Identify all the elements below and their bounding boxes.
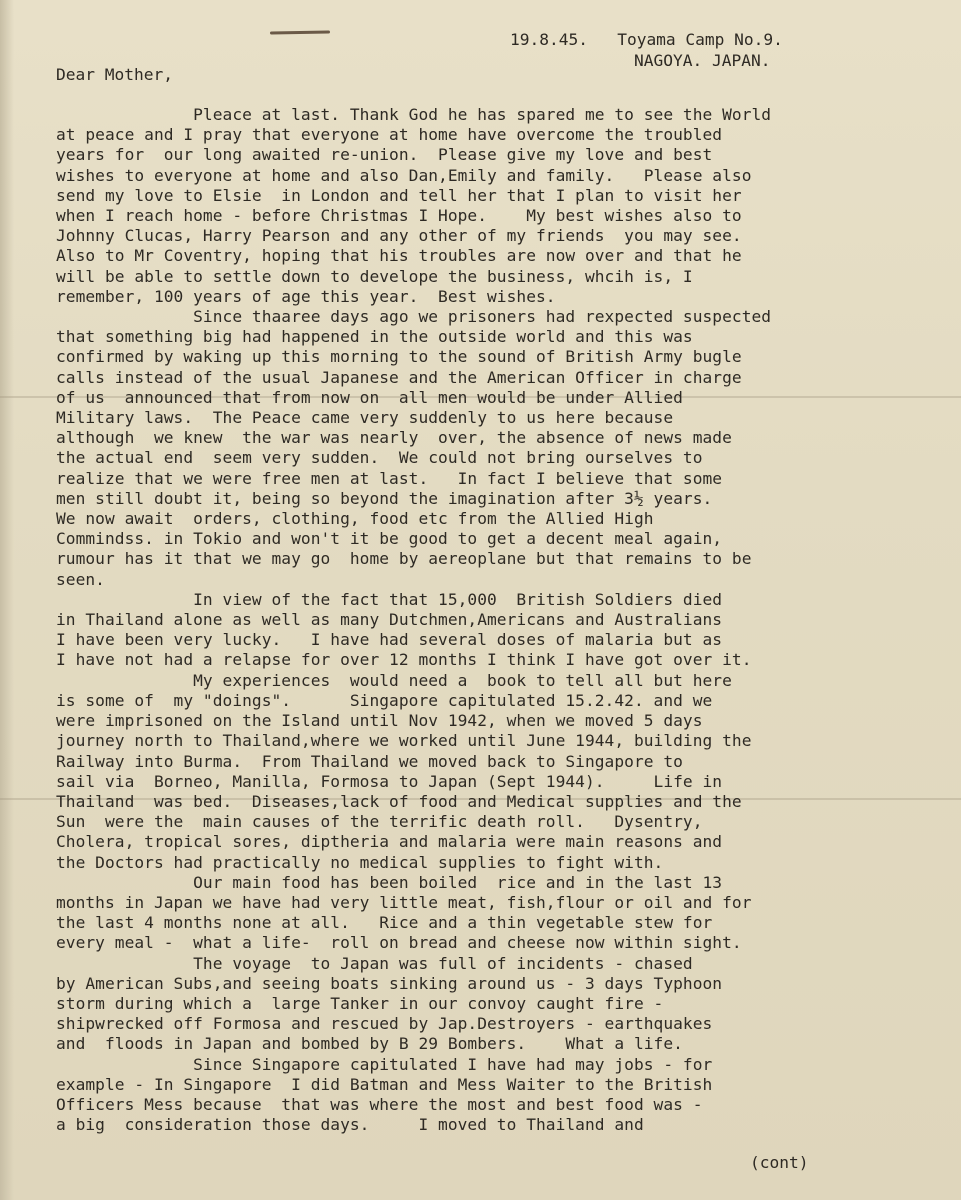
letter-line: confirmed by waking up this morning to the sound of British Army bugle xyxy=(56,347,742,367)
letter-line: years for our long awaited re-union. Please give my love and best xyxy=(56,145,713,165)
letter-line: storm during which a large Tanker in our convoy caught fire - xyxy=(56,993,664,1013)
letter-line: when I reach home - before Christmas I Hope. My best wishes also to xyxy=(56,206,742,226)
letter-line: the actual end seem very sudden. We could not bring ourselves to xyxy=(56,448,703,468)
letter-line: Since thaaree days ago we prisoners had rexpected suspected xyxy=(56,307,772,327)
letter-line: will be able to settle down to develope the business, whcih is, I xyxy=(56,266,693,286)
letter-line: Johnny Clucas, Harry Pearson and any other of my friends you may see. xyxy=(56,226,742,246)
letter-line: is some of my "doings". Singapore capitulated 15.2.42. and we xyxy=(56,690,713,710)
letter-line: I have not had a relapse for over 12 months I think I have got over it. xyxy=(56,650,752,670)
letter-line: Also to Mr Coventry, hoping that his troubles are now over and that he xyxy=(56,246,742,266)
letter-line: men still doubt it, being so beyond the imagination after 3½ years. xyxy=(56,488,713,508)
letter-location: NAGOYA. JAPAN. xyxy=(634,51,771,70)
letter-line: seen. xyxy=(56,569,105,589)
letter-line: My experiences would need a book to tell all but here xyxy=(56,670,732,690)
letter-line: in Thailand alone as well as many Dutchmen,Americans and Australians xyxy=(56,610,723,630)
letter-line: journey north to Thailand,where we worked until June 1944, building the xyxy=(56,731,752,751)
page-edge-shadow xyxy=(0,0,14,1200)
letter-line: wishes to everyone at home and also Dan,Emily and family. Please also xyxy=(56,165,752,185)
letter-line: send my love to Elsie in London and tell her that I plan to visit her xyxy=(56,185,742,205)
letter-line: Officers Mess because that was where the most and best food was - xyxy=(56,1094,703,1114)
letter-line: Commindss. in Tokio and won't it be good to get a decent meal again, xyxy=(56,529,723,549)
letter-line: In view of the fact that 15,000 British Soldiers died xyxy=(56,589,723,609)
letter-line: realize that we were free men at last. In fact I believe that some xyxy=(56,468,723,488)
letter-line: at peace and I pray that everyone at home have overcome the troubled xyxy=(56,125,723,145)
letter-line: Cholera, tropical sores, diptheria and malaria were main reasons and xyxy=(56,832,723,852)
letter-line: The voyage to Japan was full of incidents - chased xyxy=(56,953,693,973)
letter-salutation: Dear Mother, xyxy=(56,65,173,84)
letter-line: a big consideration those days. I moved to Thailand and xyxy=(56,1115,644,1135)
letter-line: by American Subs,and seeing boats sinking around us - 3 days Typhoon xyxy=(56,973,723,993)
letter-line: the last 4 months none at all. Rice and a thin vegetable stew for xyxy=(56,913,713,933)
letter-line: every meal - what a life- roll on bread and cheese now within sight. xyxy=(56,933,742,953)
letter-line: Pleace at last. Thank God he has spared me to see the World xyxy=(56,105,772,124)
letter-line: Sun were the main causes of the terrific death roll. Dysentry, xyxy=(56,812,703,832)
continued-marker: (cont) xyxy=(750,1153,809,1172)
letter-line: that something big had happened in the outside world and this was xyxy=(56,327,693,347)
letter-line: of us announced that from now on all men would be under Allied xyxy=(56,387,683,407)
letter-line: although we knew the war was nearly over, the absence of news made xyxy=(56,428,732,448)
letter-line: Military laws. The Peace came very suddenly to us here because xyxy=(56,408,674,428)
letter-line: shipwrecked off Formosa and rescued by Jap.Destroyers - earthquakes xyxy=(56,1014,713,1034)
letter-line: remember, 100 years of age this year. Best wishes. xyxy=(56,286,556,306)
letter-line: rumour has it that we may go home by aereoplane but that remains to be xyxy=(56,549,752,569)
letter-line: the Doctors had practically no medical supplies to fight with. xyxy=(56,852,664,872)
letter-line: were imprisoned on the Island until Nov 1942, when we moved 5 days xyxy=(56,711,703,731)
letter-line: Our main food has been boiled rice and in the last 13 xyxy=(56,872,723,892)
letter-line: and floods in Japan and bombed by B 29 Bombers. What a life. xyxy=(56,1034,683,1054)
letter-body xyxy=(56,105,771,1135)
letter-line: Since Singapore capitulated I have had may jobs - for xyxy=(56,1054,713,1074)
letter-line: We now await orders, clothing, food etc from the Allied High xyxy=(56,509,654,529)
letter-line: calls instead of the usual Japanese and the American Officer in charge xyxy=(56,367,742,387)
pencil-mark xyxy=(270,30,330,34)
letter-date-and-camp: 19.8.45. Toyama Camp No.9. xyxy=(510,30,783,49)
letter-line: sail via Borneo, Manilla, Formosa to Japan (Sept 1944). Life in xyxy=(56,771,723,791)
letter-line: months in Japan we have had very little meat, fish,flour or oil and for xyxy=(56,892,752,912)
letter-line: I have been very lucky. I have had several doses of malaria but as xyxy=(56,630,723,650)
letter-line: Thailand was bed. Diseases,lack of food and Medical supplies and the xyxy=(56,791,742,811)
letter-line: Railway into Burma. From Thailand we moved back to Singapore to xyxy=(56,751,683,771)
letter-line: example - In Singapore I did Batman and Mess Waiter to the British xyxy=(56,1074,713,1094)
